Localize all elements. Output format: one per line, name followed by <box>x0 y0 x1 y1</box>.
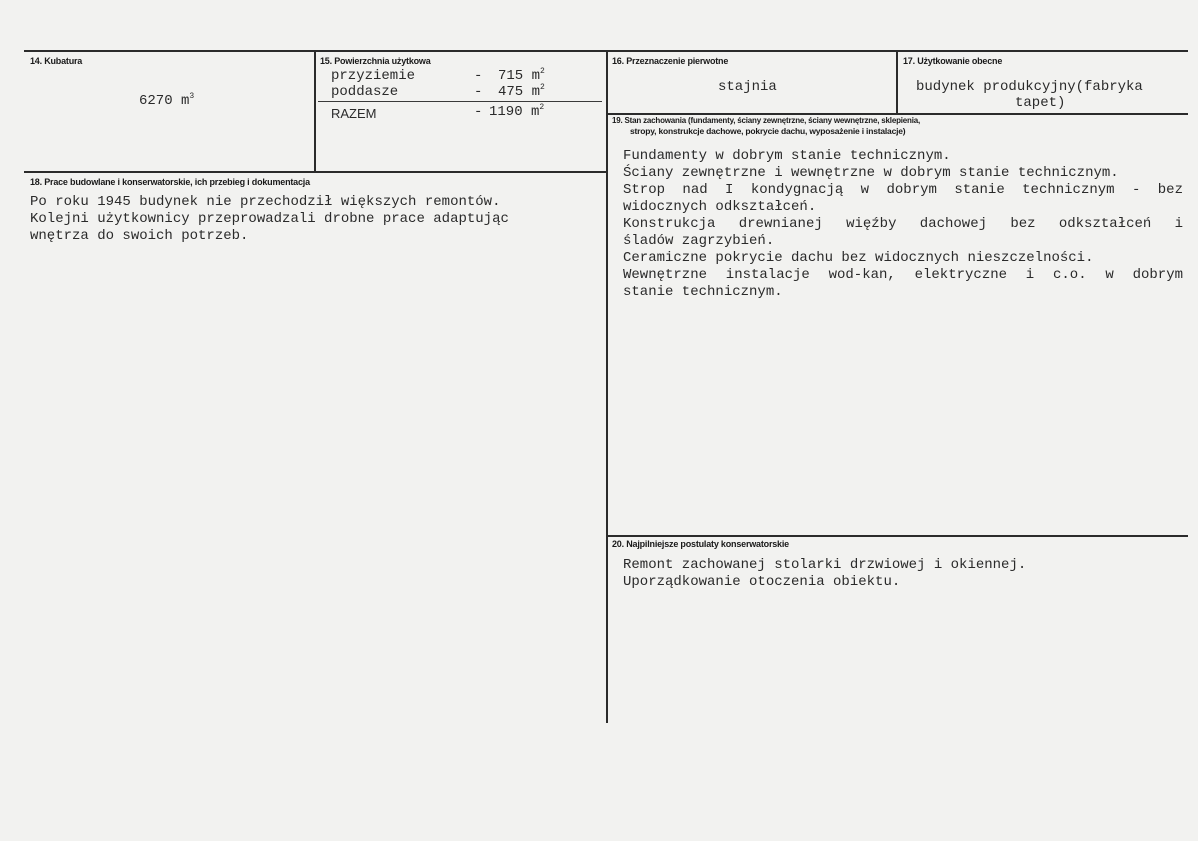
stan-text-line: Ceramiczne pokrycie dachu bez widocznych nieszczelności. <box>623 250 1094 266</box>
powierzchnia-row-dash: - <box>474 68 483 84</box>
przeznaczenie-label: 16. Przeznaczenie pierwotne <box>612 56 729 66</box>
stan-text-line: Strop nad I kondygnacją w dobrym stanie technicznym - bez <box>623 182 1183 198</box>
powierzchnia-row-exponent: 2 <box>540 67 545 76</box>
przeznaczenie-value: stajnia <box>718 79 777 95</box>
powierzchnia-row-name: przyziemie <box>331 68 416 84</box>
divider-14-15 <box>314 50 316 173</box>
uzytkowanie-value-line: tapet) <box>1015 95 1066 111</box>
rule-above-postulaty <box>607 535 1188 537</box>
stan-label: 19. Stan zachowania (fundamenty, ściany zewnętrzne, ściany wewnętrzne, sklepienia, <box>612 116 921 125</box>
uzytkowanie-label: 17. Użytkowanie obecne <box>903 56 1003 66</box>
razem-label: RAZEM <box>331 106 377 121</box>
stan-label-continued: stropy, konstrukcje dachowe, pokrycie dachu, wyposażenie i instalacje) <box>630 126 906 136</box>
powierzchnia-row-exponent: 2 <box>540 83 545 92</box>
divider-16-17 <box>896 50 898 114</box>
stan-text-line: Ściany zewnętrzne i wewnętrzne w dobrym stanie technicznym. <box>623 165 1119 181</box>
prace-text-line: Kolejni użytkownicy przeprowadzali drobne prace adaptując <box>30 211 509 227</box>
razem-dash: - <box>474 104 483 120</box>
powierzchnia-row-number: 715 m <box>498 68 541 84</box>
postulaty-label: 20. Najpilniejsze postulaty konserwatorskie <box>612 539 789 549</box>
postulaty-text-line: Remont zachowanej stolarki drzwiowej i okiennej. <box>623 557 1027 573</box>
powierzchnia-row-number: 475 m <box>498 84 541 100</box>
powierzchnia-row-value <box>498 68 545 85</box>
rule-above-razem <box>318 101 602 102</box>
stan-text-line: Konstrukcja drewnianej więźby dachowej bez odkształceń i <box>623 216 1183 232</box>
stan-text-line: śladów zagrzybień. <box>623 233 775 249</box>
prace-text-line: wnętrza do swoich potrzeb. <box>30 228 249 244</box>
kubatura-unit-exponent: 3 <box>189 92 195 101</box>
divider-center <box>606 50 608 723</box>
razem-exponent: 2 <box>539 103 545 112</box>
powierzchnia-row-value <box>498 84 545 101</box>
prace-label: 18. Prace budowlane i konserwatorskie, ich przebieg i dokumentacja <box>30 177 310 187</box>
kubatura-value <box>139 93 194 110</box>
postulaty-text-line: Uporządkowanie otoczenia obiektu. <box>623 574 901 590</box>
powierzchnia-label: 15. Powierzchnia użytkowa <box>320 56 431 66</box>
kubatura-number: 6270 m <box>139 93 190 109</box>
kubatura-label: 14. Kubatura <box>30 56 83 66</box>
powierzchnia-row-name: poddasze <box>331 84 399 100</box>
uzytkowanie-value-line: budynek produkcyjny(fabryka <box>916 79 1143 95</box>
prace-text-line: Po roku 1945 budynek nie przechodził większych remontów. <box>30 194 501 210</box>
stan-text-line: Fundamenty w dobrym stanie technicznym. <box>623 148 951 164</box>
razem-value <box>489 104 544 121</box>
stan-text-line: widocznych odkształceń. <box>623 199 817 215</box>
stan-text-line: stanie technicznym. <box>623 284 783 300</box>
stan-text-line: Wewnętrzne instalacje wod-kan, elektryczne i c.o. w dobrym <box>623 267 1183 283</box>
razem-number: 1190 m <box>489 104 540 120</box>
powierzchnia-row-dash: - <box>474 84 483 100</box>
